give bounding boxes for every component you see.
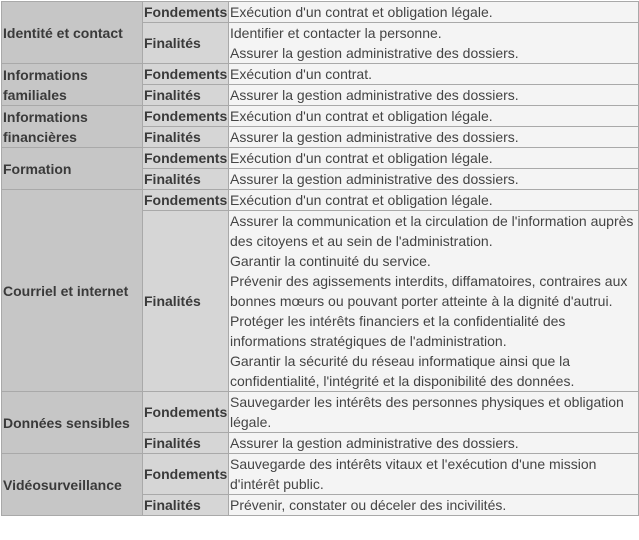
value-line: Exécution d'un contrat et obligation légale. bbox=[230, 108, 493, 124]
finalites-value bbox=[229, 433, 639, 454]
fondements-value bbox=[229, 2, 639, 23]
value-line: Assurer la gestion administrative des dossiers. bbox=[230, 45, 519, 61]
value-line: Identifier et contacter la personne. bbox=[230, 25, 442, 41]
finalites-label: Finalités bbox=[143, 23, 229, 64]
value-line: Sauvegarde des intérêts vitaux et l'exécution d'une mission d'intérêt public. bbox=[230, 456, 597, 492]
table-row bbox=[2, 148, 639, 169]
category-videosurveillance: Vidéosurveillance bbox=[2, 454, 143, 516]
finalites-value bbox=[229, 169, 639, 190]
finalites-value bbox=[229, 85, 639, 106]
fondements-value bbox=[229, 64, 639, 85]
value-line: Prévenir, constater ou déceler des incivilités. bbox=[230, 497, 507, 513]
table-body bbox=[2, 2, 639, 516]
table-row bbox=[2, 106, 639, 127]
fondements-label: Fondements bbox=[143, 2, 229, 23]
value-line: Exécution d'un contrat et obligation légale. bbox=[230, 192, 493, 208]
finalites-label: Finalités bbox=[143, 211, 229, 392]
value-line: Assurer la gestion administrative des dossiers. bbox=[230, 129, 519, 145]
table-row bbox=[2, 190, 639, 211]
fondements-value bbox=[229, 392, 639, 433]
value-line: Assurer la gestion administrative des dossiers. bbox=[230, 435, 519, 451]
finalites-label: Finalités bbox=[143, 433, 229, 454]
fondements-label: Fondements bbox=[143, 190, 229, 211]
finalites-value bbox=[229, 495, 639, 516]
finalites-label: Finalités bbox=[143, 169, 229, 190]
fondements-label: Fondements bbox=[143, 106, 229, 127]
category-donnees-sensibles: Données sensibles bbox=[2, 392, 143, 454]
category-informations-familiales: Informations familiales bbox=[2, 64, 143, 106]
fondements-value bbox=[229, 106, 639, 127]
table-row bbox=[2, 2, 639, 23]
category-formation: Formation bbox=[2, 148, 143, 190]
table-row bbox=[2, 64, 639, 85]
value-line: Exécution d'un contrat et obligation légale. bbox=[230, 4, 493, 20]
value-line: Assurer la communication et la circulation de l'information auprès des citoyens et au sein de l'administration. bbox=[230, 213, 634, 249]
category-courriel-internet: Courriel et internet bbox=[2, 190, 143, 392]
fondements-value bbox=[229, 454, 639, 495]
value-line: Exécution d'un contrat. bbox=[230, 66, 372, 82]
finalites-label: Finalités bbox=[143, 85, 229, 106]
finalites-label: Finalités bbox=[143, 127, 229, 148]
fondements-label: Fondements bbox=[143, 64, 229, 85]
value-line: Assurer la gestion administrative des dossiers. bbox=[230, 87, 519, 103]
fondements-label: Fondements bbox=[143, 392, 229, 433]
value-line: Assurer la gestion administrative des dossiers. bbox=[230, 171, 519, 187]
table-row bbox=[2, 392, 639, 433]
value-line: Prévenir des agissements interdits, diffamatoires, contraires aux bonnes mœurs ou pouvant porter atteinte à la dignité d'autrui. bbox=[230, 273, 628, 309]
table-row bbox=[2, 454, 639, 495]
value-line: Garantir la sécurité du réseau informatique ainsi que la confidentialité, l'intégrité et la disponibilité des données. bbox=[230, 353, 575, 389]
data-processing-table bbox=[1, 1, 639, 516]
finalites-value bbox=[229, 127, 639, 148]
category-identite-contact: Identité et contact bbox=[2, 2, 143, 64]
finalites-value bbox=[229, 211, 639, 392]
value-line: Exécution d'un contrat et obligation légale. bbox=[230, 150, 493, 166]
finalites-value bbox=[229, 23, 639, 64]
fondements-label: Fondements bbox=[143, 148, 229, 169]
value-line: Sauvegarder les intérêts des personnes physiques et obligation légale. bbox=[230, 394, 624, 430]
value-line: Garantir la continuité du service. bbox=[230, 253, 431, 269]
value-line: Protéger les intérêts financiers et la confidentialité des informations stratégiques de l'administration. bbox=[230, 313, 566, 349]
category-informations-financieres: Informations financières bbox=[2, 106, 143, 148]
fondements-value bbox=[229, 148, 639, 169]
fondements-value bbox=[229, 190, 639, 211]
finalites-label: Finalités bbox=[143, 495, 229, 516]
fondements-label: Fondements bbox=[143, 454, 229, 495]
